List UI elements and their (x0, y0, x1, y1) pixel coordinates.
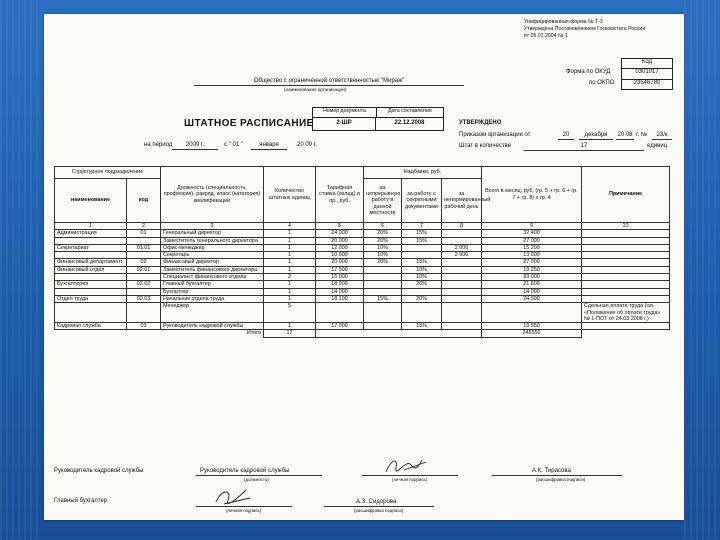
table-row (55, 266, 670, 273)
period-from: с " 01 " (224, 142, 243, 148)
cell-a2: 15% (402, 237, 442, 244)
cell-a3 (442, 288, 482, 295)
cell-a3: 2 000 (442, 252, 482, 259)
cell-a2 (402, 288, 442, 295)
total-label: Итого (246, 330, 261, 337)
cell-position: Финансовый директор (161, 259, 264, 266)
cell-a3: 2 000 (442, 244, 482, 251)
cell-total: 27 000 (482, 237, 582, 244)
cell-rate: 17 000 (316, 323, 364, 330)
approved-order-number: 23/к (652, 132, 672, 140)
cell-rate: 20 000 (316, 259, 364, 266)
cell-total (482, 303, 582, 323)
cell-total: 15 200 (482, 244, 582, 251)
cell-position: Генеральный директор (161, 230, 264, 237)
col-number: 4 (264, 223, 316, 230)
slide-left-decoration (0, 0, 40, 540)
cell-note (582, 288, 670, 295)
codes-box (621, 58, 673, 90)
cell-qty: 1 (264, 266, 316, 273)
sig-hr-name: А.К. Тирасова (532, 468, 571, 474)
sig-chief-acc-label: Главный бухгалтер (54, 498, 108, 504)
col-number: 1 (55, 223, 127, 230)
col-number: 6 (364, 223, 402, 230)
cell-a3 (442, 303, 482, 323)
table-row (55, 288, 670, 295)
cell-a1: 20% (364, 230, 402, 237)
cell-note (582, 237, 670, 244)
header-allowances: Надбавки, руб. (364, 167, 482, 179)
cell-total: 32 400 (482, 230, 582, 237)
sig-caption-position: (должность) (244, 477, 269, 482)
cell-a2: 20% (402, 295, 442, 302)
cell-qty: 1 (264, 244, 316, 251)
okud-value: 0301017 (622, 69, 672, 80)
header-unit-code: код (127, 179, 161, 223)
col-number: 8 (442, 223, 482, 230)
cell-a2: 10% (402, 266, 442, 273)
table-row (55, 237, 670, 244)
sig-hr-position: Руководитель кадровой службы (200, 468, 290, 474)
cell-note (582, 259, 670, 266)
cell-rate: 12 000 (316, 244, 364, 251)
cell-unit: Секретариат (55, 244, 127, 251)
cell-a2: 15% (402, 323, 442, 330)
cell-note (582, 252, 670, 259)
document-sheet (44, 14, 684, 520)
sig-hr-position-line (196, 475, 322, 476)
cell-a1: 10% (364, 252, 402, 259)
cell-code (127, 252, 161, 259)
cell-rate: 24 000 (316, 230, 364, 237)
doc-number-label: Номер документа (313, 108, 377, 117)
cell-a3 (442, 281, 482, 288)
form-header-line1: Унифицированная форма № Т-3 (524, 19, 603, 25)
col-number: 10 (582, 223, 670, 230)
header-units: Количество штатных единиц (264, 167, 316, 223)
cell-a3 (442, 237, 482, 244)
col-number: 5 (316, 223, 364, 230)
cell-position: Руководитель кадровой службы (161, 323, 264, 330)
header-allowance-1: за непрерывную работу в данной местности (364, 179, 402, 223)
cell-note (582, 230, 670, 237)
doc-date-label: Дата составления (388, 108, 432, 114)
cell-qty: 2 (264, 274, 316, 281)
cell-note (582, 266, 670, 273)
total-spacer (55, 330, 161, 337)
cell-code: 02.01 (127, 266, 161, 273)
cell-total: 19 550 (482, 323, 582, 330)
cell-total: 21 600 (482, 281, 582, 288)
staff-rows (55, 230, 670, 330)
cell-a1 (364, 288, 402, 295)
sig-caption-signature-2: (личная подпись) (226, 508, 262, 513)
doc-number-date-box (312, 107, 444, 131)
col-number: 9 (482, 223, 582, 230)
doc-title: ШТАТНОЕ РАСПИСАНИЕ (184, 118, 314, 129)
form-header-line3: от 05.01.2004 № 1 (524, 33, 568, 39)
cell-total: 14 000 (482, 288, 582, 295)
header-position: Должность (специальность, профессия), разряд, класс (категория) квалификации (161, 167, 264, 223)
cell-position: Офис-менеджер (161, 244, 264, 251)
table-row (55, 303, 670, 323)
cell-code: 01.01 (127, 244, 161, 251)
col-number: 2 (127, 223, 161, 230)
cell-position: Специалист финансового отдела (161, 274, 264, 281)
cell-a3 (442, 295, 482, 302)
cell-code: 02 (127, 259, 161, 266)
period-to: 20 09 г. (297, 142, 317, 148)
form-header-line2: Утверждена Постановлением Госкомстата России (524, 26, 646, 32)
period-label: на период (144, 142, 173, 148)
approved-year: 20 08 (617, 132, 633, 138)
cell-total: 27 000 (482, 259, 582, 266)
column-numbers-row (55, 223, 670, 230)
cell-code: 03 (127, 323, 161, 330)
cell-position: Главный бухгалтер (161, 281, 264, 288)
doc-number: 2-ШР (313, 118, 376, 130)
sig-hr-name-line (492, 475, 622, 476)
approved-month: декабря (579, 132, 613, 140)
period-year: 2009 г. (172, 142, 218, 150)
cell-code (127, 237, 161, 244)
header-note: Примечание (582, 167, 670, 223)
cell-qty: 1 (264, 237, 316, 244)
header-unit: Структурное подразделение (55, 167, 161, 179)
cell-code: 02.03 (127, 295, 161, 302)
header-allowance-2: за работу с секретными документами (402, 179, 442, 223)
okud-label: Форма по ОКУД (566, 69, 611, 75)
approved-day: 20 (558, 132, 574, 140)
chief-signature-scrawl (210, 486, 256, 508)
okpo-label: по ОКПО (589, 80, 615, 86)
cell-a1: 10% (364, 244, 402, 251)
staff-table (54, 166, 670, 338)
cell-a3 (442, 266, 482, 273)
header-rate: Тарифная ставка (оклад) и пр., руб. (316, 167, 364, 223)
cell-code: 02.02 (127, 281, 161, 288)
table-row (55, 323, 670, 330)
cell-unit: Отдел труда (55, 295, 127, 302)
cell-unit: Администрация (55, 230, 127, 237)
cell-qty: 1 (264, 288, 316, 295)
col-number: 3 (161, 223, 264, 230)
cell-a1: 20% (364, 237, 402, 244)
table-row (55, 295, 670, 302)
approved-order-label: Приказом организации от (459, 132, 531, 138)
header-allowance-3: за ненормированный рабочий день (442, 179, 482, 223)
sig-caption-signature: (личная подпись) (392, 477, 428, 482)
total-qty: 17 (264, 330, 316, 337)
table-row (55, 230, 670, 237)
cell-a1 (364, 274, 402, 281)
cell-a2 (402, 244, 442, 251)
cell-a1: 20% (364, 259, 402, 266)
org-caption: (наименование организации) (284, 87, 347, 92)
slide-right-decoration (684, 0, 720, 540)
cell-unit: Кадровая служба (55, 323, 127, 330)
total-sum: 246550 (482, 330, 582, 337)
cell-position: Заместитель финансового директора (161, 266, 264, 273)
sig-caption-name: (расшифровка подписи) (536, 477, 586, 482)
cell-note (582, 274, 670, 281)
cell-qty: 1 (264, 323, 316, 330)
code-label: Код (622, 59, 672, 69)
cell-note (582, 295, 670, 302)
cell-qty: 1 (264, 259, 316, 266)
staff-count-label: Штат в количестве (459, 143, 512, 149)
total-row (55, 330, 670, 337)
sig-chief-name-line (324, 506, 434, 507)
period-month: января (251, 142, 287, 150)
table-row (55, 274, 670, 281)
cell-rate: 17 500 (316, 266, 364, 273)
cell-a2: 15% (402, 230, 442, 237)
cell-qty: 1 (264, 230, 316, 237)
sig-hr-head-label: Руководитель кадровой службы (54, 468, 144, 474)
cell-code (127, 303, 161, 323)
approved-label: УТВЕРЖДЕНО (459, 120, 502, 126)
total-blank (316, 330, 482, 337)
cell-a2 (402, 303, 442, 323)
cell-a3 (442, 274, 482, 281)
cell-a1 (364, 281, 402, 288)
cell-code: 01 (127, 230, 161, 237)
okpo-value: 23546780 (633, 80, 661, 86)
cell-unit: Финансовый департамент (55, 259, 127, 266)
cell-unit: Финансовый отдел (55, 266, 127, 273)
cell-rate: 15 000 (316, 274, 364, 281)
header-total: Всего в месяц, руб. (гр. 5 + гр. 6 + гр. 7 + гр. 8) x гр. 4 (482, 167, 582, 223)
cell-total: 13 000 (482, 252, 582, 259)
cell-a2: 10% (402, 274, 442, 281)
cell-a1 (364, 303, 402, 323)
cell-total: 24 900 (482, 295, 582, 302)
total-note-blank (582, 330, 670, 337)
cell-qty: 1 (264, 252, 316, 259)
cell-a2: 15% (402, 259, 442, 266)
cell-rate: 14 000 (316, 288, 364, 295)
cell-note (582, 281, 670, 288)
cell-rate: 18 100 (316, 295, 364, 302)
cell-a1: 15% (364, 295, 402, 302)
cell-a3 (442, 259, 482, 266)
cell-note: Сдельная оплата труда (см. «Положение об оплате труда» № 1-ПОТ от 24.03.2008 г.) (582, 303, 670, 323)
cell-unit: Бухгалтерия (55, 281, 127, 288)
cell-note (582, 323, 670, 330)
staff-units-label: единиц (647, 143, 668, 149)
sig-caption-name-2: (расшифровка подписи) (354, 508, 404, 513)
cell-total: 19 250 (482, 266, 582, 273)
hr-signature-scrawl (382, 454, 432, 478)
cell-position: Секретарь (161, 252, 264, 259)
table-row (55, 259, 670, 266)
table-row (55, 281, 670, 288)
cell-rate: 18 000 (316, 281, 364, 288)
cell-qty: 1 (264, 281, 316, 288)
cell-a2 (402, 252, 442, 259)
header-unit-name: наименование (55, 179, 127, 223)
table-row (55, 244, 670, 251)
cell-a3 (442, 230, 482, 237)
cell-position: Заместитель генерального директора (161, 237, 264, 244)
cell-unit (55, 237, 127, 244)
staff-count: 17 (524, 143, 644, 151)
cell-position: Менеджер (161, 303, 264, 323)
cell-qty: 5 (264, 303, 316, 323)
col-number: 7 (402, 223, 442, 230)
cell-a3 (442, 323, 482, 330)
cell-a2: 20% (402, 281, 442, 288)
cell-rate (316, 303, 364, 323)
cell-position: Начальник отдела труда (161, 295, 264, 302)
cell-a1 (364, 323, 402, 330)
cell-rate: 10 000 (316, 252, 364, 259)
cell-rate: 20 000 (316, 237, 364, 244)
table-row (55, 252, 670, 259)
cell-position: Бухгалтер (161, 288, 264, 295)
org-name: Общество с ограниченной ответственностью "Мираж" (194, 78, 464, 86)
cell-note (582, 244, 670, 251)
cell-unit (55, 252, 127, 259)
sig-chief-name: А.З. Сидорова (356, 499, 397, 505)
cell-a1 (364, 266, 402, 273)
cell-unit (55, 274, 127, 281)
cell-unit (55, 288, 127, 295)
approved-year-suffix: г. № (636, 132, 648, 138)
doc-date: 22.12.2008 (394, 120, 425, 126)
cell-code (127, 288, 161, 295)
cell-total: 33 000 (482, 274, 582, 281)
cell-qty: 1 (264, 295, 316, 302)
cell-unit (55, 303, 127, 323)
cell-code (127, 274, 161, 281)
